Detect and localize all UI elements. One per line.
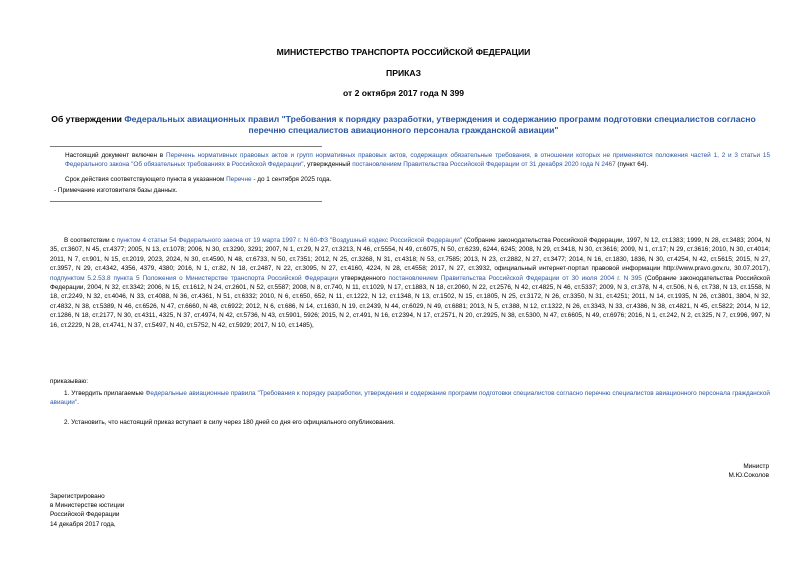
perechen-link[interactable]: Перечень нормативных правовых актов и групп нормативных правовых актов, содержащих обязательные требования, в отношении которых не применяются положения частей 1, 2 и 3 статьи 15 Федерального закона "Об обязательных требованиях в Российской Федерации" (65, 152, 770, 169)
order-item-1: 1. Утвердить прилагаемые Федеральные авиационные правила "Требования к порядку разработки, утверждения и содержание программ подготовки специалистов согласно перечню специалистов авиационного персонала гражданской авиации". (50, 390, 770, 407)
signature-name: М.Ю.Соколов (728, 472, 769, 480)
signature-role: Министр (743, 463, 769, 470)
order-item-2: 2. Установить, что настоящий приказ вступает в силу через 180 дней со дня его официального опубликования. (64, 419, 395, 426)
postanovlenie-395-link[interactable]: постановлением Правительства Российской Федерации от 30 июля 2004 г. N 395 (388, 274, 642, 282)
registration-line-4: 14 декабря 2017 года, (50, 520, 116, 528)
note-divider-bottom (50, 201, 322, 202)
registration-line-1: Зарегистрировано (50, 493, 105, 500)
signature-block (728, 462, 769, 480)
registration-line-2: в Министерстве юстиции (50, 502, 125, 510)
document-title (40, 114, 767, 136)
note-divider-top (50, 146, 322, 147)
perechne-link[interactable]: Перечне (226, 176, 252, 183)
doc-type-heading: ПРИКАЗ (386, 68, 421, 78)
note-paragraph-3: - Примечание изготовителя базы данных. (54, 187, 178, 194)
date-number-heading: от 2 октября 2017 года N 399 (342, 88, 465, 98)
registration-line-3: Российской Федерации (50, 511, 120, 519)
ministry-heading: МИНИСТЕРСТВО ТРАНСПОРТА РОССИЙСКОЙ ФЕДЕРАЦИИ (276, 47, 531, 57)
air-code-link[interactable]: пунктом 4 статьи 54 Федерального закона от 19 марта 1997 г. N 60-ФЗ "Воздушный кодекс Российской Федерации" (116, 237, 463, 244)
postanovlenie-2467-link[interactable]: постановлением Правительства Российской Федерации от 31 декабря 2020 года N 2467 (352, 161, 616, 169)
order-word: приказываю: (50, 378, 88, 385)
registration-block (50, 492, 124, 529)
title-link[interactable]: Федеральных авиационных правил "Требования к порядку разработки, утверждения и содержанию программ подготовки специалистов согласно перечню специалистов авиационного персонала гражданской авиации" (124, 114, 756, 135)
preamble-paragraph: В соответствии с пунктом 4 статьи 54 Федерального закона от 19 марта 1997 г. N 60-ФЗ "Воздушный кодекс Российской Федерации" (Собрание законодательства Российской Федерации, 1997, N 12, ст.1383; 1999, N 28, ст.3483; 2004, N 35, ст.3607, N 45, ст.4377; 2005, N 13, ст.1078; 2006, N 30, ст.3290, 3291; 2007, N 1, ст.29, N 27, ст.3213, N 46, ст.5554, N 49, ст.6075, N 50, ст.6239, 6244, 6245; 2008, N 29, ст.3418, N 30, ст.3616; 2009, N 1, ст.17; N 29, ст.3616; 2010, N 30, ст.4014; 2011, N 7, ст.901, N 15, ст.2019, 2023, 2024, N 30, ст.4590, N 48, ст.6733, N 50, ст.7351; 2012, N 25, ст.3268, N 31, ст.4318; N 53, ст.7585; 2013, N 23, ст.2882, N 27, ст.3477; 2014, N 16, ст.1830, 1836, N 30, ст.4254, N 42, ст.5615; 2015, N 27, ст.3957, N 29, ст.4342, 4356, 4379, 4380; 2016, N 1, ст.82, N 18, ст.2487, N 22, ст.3095, N 27, ст.4160, 4224, N 28, ст.4558; 2017, N 27, ст.3932, официальный интернет-портал правовой информации http://www.pravo.gov.ru, 30.07.2017), подпунктом 5.2.53.8 пункта 5 Положения о Министерстве транспорта Российской Федерации утвержденного постановлением Правительства Российской Федерации от 30 июля 2004 г. N 395 (Собрание законодательства Российской Федерации, 2004, N 32, ст.3342; 2006, N 15, ст.1612, N 24, ст.2601, N 52, ст.5587; 2008, N 8, ст.740, N 11, ст.1029, N 17, ст.1883, N 18, ст.2060, N 22, ст.2576, N 42, ст.4825, N 46, ст.5337; 2009, N 3, ст.378, N 4, ст.506, N 6, ст.738, N 13, ст.1558, N 18, ст.2249, N 32, ст.4046, N 33, ст.4088, N 36, ст.4361, N 51, ст.6332; 2010, N 6, ст.650, 652, N 11, ст.1222, N 12, ст.1348, N 13, ст.1502, N 15, ст.1805, N 25, ст.3172, N 26, ст.3350, N 31, ст.4251; 2011, N 14, ст.1935, N 26, ст.3801, 3804, N 32, ст.4832, N 38, ст.5389, N 46, ст.6526, N 47, ст.6660, N 48, ст.6922; 2012, N 6, ст.686, N 14, ст.1630, N 19, ст.2439, N 44, ст.6029, N 49, ст.6881; 2013, N 5, ст.388, N 12, ст.1322, N 26, ст.3343, N 33, ст.4386, N 38, ст.4821, N 45, ст.5822; 2014, N 12, ст.1286, N 18, ст.2177, N 30, ст.4311, 4325, N 37, ст.4974, N 42, ст.5736, N 43, ст.5901, 5926; 2015, N 2, ст.491, N 16, ст.2394, N 17, ст.2571, N 20, ст.2925, N 38, ст.5300, N 47, ст.6605, N 49, ст.6976; 2016, N 1, ст.242, N 2, ст.325, N 7, ст.996, 997, N 16, ст.2229, N 28, ст.4741, N 37, ст.5497, N 40, ст.5752, N 42, ст.5929; 2017, N 10, ст.1485), (50, 237, 771, 329)
fap-link[interactable]: Федеральные авиационные правила "Требования к порядку разработки, утверждения и содержание программ подготовки специалистов согласно перечню специалистов авиационного персонала гражданской авиации" (50, 390, 770, 407)
note-paragraph-1: Настоящий документ включен в Перечень нормативных правовых актов и групп нормативных правовых актов, содержащих обязательные требования, в отношении которых не применяются положения частей 1, 2 и 3 статьи 15 Федерального закона "Об обязательных требованиях в Российской Федерации", утвержденный постановлением Правительства Российской Федерации от 31 декабря 2020 года N 2467 (пункт 64). (65, 152, 770, 169)
title-prefix: Об утверждении (51, 114, 125, 124)
ministry-regulation-link[interactable]: подпунктом 5.2.53.8 пункта 5 Положения о Министерстве транспорта Российской Федерации (50, 274, 339, 282)
note-paragraph-2: Срок действия соответствующего пункта в указанном Перечне - до 1 сентября 2025 года. (65, 176, 332, 183)
